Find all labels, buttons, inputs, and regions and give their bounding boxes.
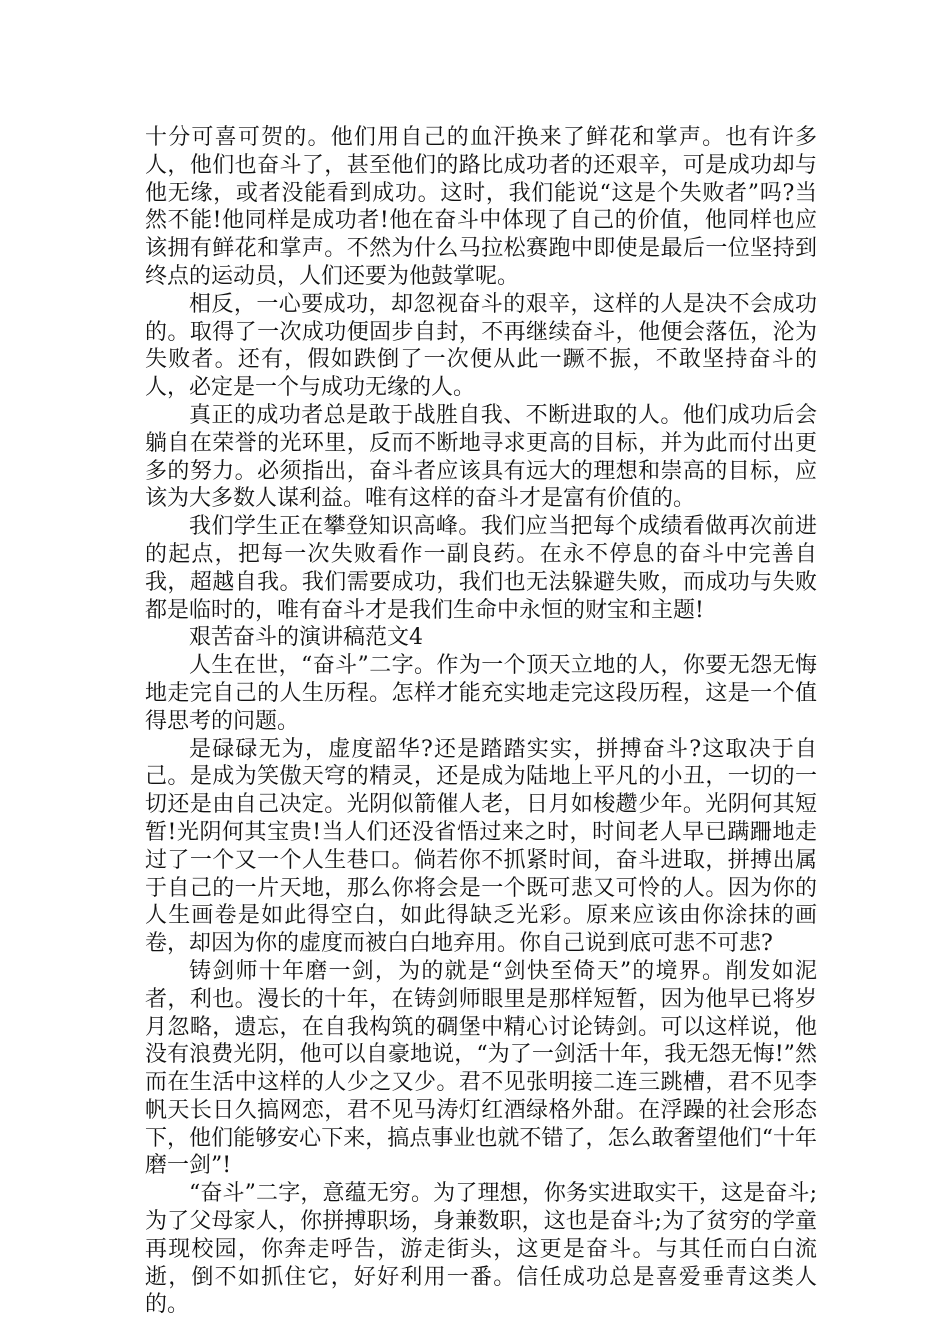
paragraph-continuation: 十分可喜可贺的。他们用自己的血汗换来了鲜花和掌声。也有许多人，他们也奋斗了，甚至他们的路比成功者的还艰辛，可是成功却与他无缘，或者没能看到成功。这时，我们能说“这是个失败者”吗?当然不能!他同样是成功者!他在奋斗中体现了自己的价值，他同样也应该拥有鲜花和掌声。不然为什么马拉松赛跑中即使是最后一位坚持到终点的运动员，人们还要为他鼓掌呢。 bbox=[145, 125, 817, 289]
paragraph-9: “奋斗”二字，意蕴无穷。为了理想，你务实进取实干，这是奋斗;为了父母家人，你拼搏职场，身兼数职，这也是奋斗;为了贫穷的学童再现校园，你奔走呼告，游走街头，这更是奋斗。与其任而白白流逝，倒不如抓住它，好好利用一番。信任成功总是喜爱垂青这类人的。 bbox=[145, 1181, 817, 1318]
paragraph-4: 我们学生正在攀登知识高峰。我们应当把每个成绩看做再次前进的起点，把每一次失败看作一副良药。在永不停息的奋斗中完善自我，超越自我。我们需要成功，我们也无法躲避失败，而成功与失败都是临时的，唯有奋斗才是我们生命中永恒的财宝和主题! bbox=[145, 514, 817, 623]
paragraph-7: 是碌碌无为，虚度韶华?还是踏踏实实，拼搏奋斗?这取决于自己。是成为笑傲天穹的精灵，还是成为陆地上平凡的小丑，一切的一切还是由自己决定。光阴似箭催人老，日月如梭趱少年。光阴何其短暂!光阴何其宝贵!当人们还没省悟过来之时，时间老人早已蹒跚地走过了一个又一个人生巷口。倘若你不抓紧时间，奋斗进取，拼搏出属于自己的一片天地，那么你将会是一个既可悲又可怜的人。因为你的人生画卷是如此得空白，如此得缺乏光彩。原来应该由你涂抹的画卷，却因为你的虚度而被白白地弃用。你自己说到底可悲不可悲? bbox=[145, 736, 817, 957]
paragraph-6: 人生在世，“奋斗”二字。作为一个顶天立地的人，你要无怨无悔地走完自己的人生历程。怎样才能充实地走完这段历程，这是一个值得思考的问题。 bbox=[145, 653, 817, 734]
paragraph-2: 相反，一心要成功，却忽视奋斗的艰辛，这样的人是决不会成功的。取得了一次成功便固步自封，不再继续奋斗，他便会落伍，沦为失败者。还有，假如跌倒了一次便从此一蹶不振，不敢坚持奋斗的人，必定是一个与成功无缘的人。 bbox=[145, 291, 817, 401]
paragraph-8: 铸剑师十年磨一剑，为的就是“剑快至倚天”的境界。削发如泥者，利也。漫长的十年，在铸剑师眼里是那样短暂，因为他早已将岁月忽略，遗忘，在自我构筑的碉堡中精心讨论铸剑。可以这样说，他没有浪费光阴，他可以自豪地说，“为了一剑活十年，我无怨无悔!”然而在生活中这样的人少之又少。君不见张明接二连三跳槽，君不见李帆天长日久搞网恋，君不见马涛灯红酒绿格外甜。在浮躁的社会形态下，他们能够安心下来，搞点事业也就不错了，怎么敢奢望他们“十年磨一剑”! bbox=[145, 958, 817, 1179]
section-heading: 艰苦奋斗的演讲稿范文4 bbox=[189, 625, 423, 651]
paragraph-3: 真正的成功者总是敢于战胜自我、不断进取的人。他们成功后会躺自在荣誉的光环里，反而不断地寻求更高的目标，并为此而付出更多的努力。必须指出，奋斗者应该具有远大的理想和崇高的目标，应该为大多数人谋利益。唯有这样的奋斗才是富有价值的。 bbox=[145, 402, 817, 512]
document-page bbox=[145, 124, 817, 1319]
